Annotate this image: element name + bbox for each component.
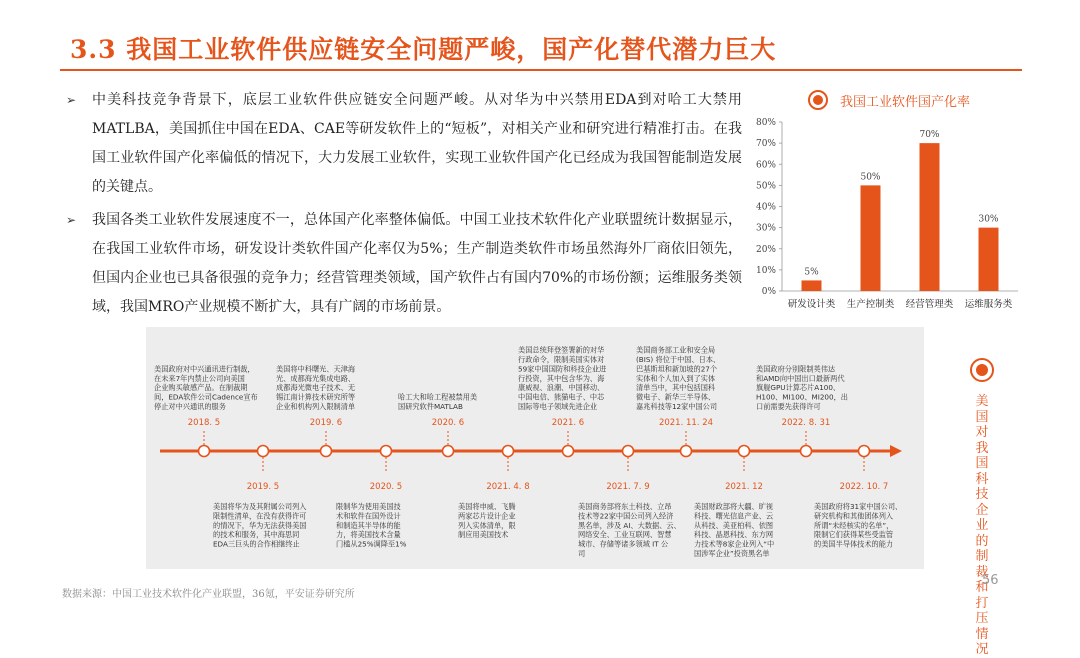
bar-value-label: 50% — [860, 172, 881, 183]
event-text: 列入实体清单，限 — [458, 520, 516, 530]
event-text: 从科技、美亚柏科、依图 — [694, 520, 774, 530]
page-number: 56 — [982, 573, 999, 588]
y-tick-label: 60% — [755, 160, 776, 171]
event-date: 2021. 11. 24 — [658, 418, 714, 428]
bar-value-label: 5% — [804, 267, 819, 278]
event-text: 科技、曙光信息产业、云 — [694, 511, 774, 521]
event-text: 成都海光微电子技术、无 — [276, 383, 356, 393]
x-category-label: 经营管理类 — [905, 299, 954, 310]
event-text: 在未来7年内禁止公司向美国 — [154, 373, 245, 383]
event-text: 网络安全、工业互联网、智慧 — [578, 530, 672, 540]
timeline-node — [381, 446, 392, 457]
event-text: 哈工大和哈工程被禁用美 — [398, 392, 478, 402]
event-text: 旗舰GPU计算芯片A100、 — [756, 383, 841, 393]
event-text: 研究机构和其他团体列入 — [814, 511, 894, 521]
x-category-label: 生产控制类 — [846, 299, 895, 310]
timeline-node — [443, 446, 454, 457]
target-icon — [970, 358, 994, 382]
event-text: 美国将中科曙光、天津海 — [276, 364, 356, 374]
localization-rate-chart — [752, 112, 1022, 312]
event-date: 2022. 10. 7 — [839, 482, 889, 492]
timeline-node — [681, 446, 692, 457]
chart-header — [808, 90, 970, 110]
event-text: 科技、晶恩科技、东方网 — [694, 530, 774, 540]
bullet-item — [62, 86, 742, 202]
event-date: 2019. 5 — [246, 482, 280, 492]
event-date: 2021. 6 — [551, 418, 585, 428]
event-text: 和制造其半导体的能 — [336, 520, 401, 530]
y-tick-label: 50% — [755, 181, 776, 192]
y-tick-label: 0% — [761, 287, 776, 297]
timeline-node — [503, 446, 514, 457]
event-text: 限制华为使用美国技 — [336, 502, 401, 511]
event-text: 城市、存储等诸多领域 IT 公 — [578, 539, 669, 549]
event-text: 美国政府将31家中国公司、 — [814, 502, 903, 511]
event-text: 所谓“未经核实的名单”， — [814, 520, 894, 530]
event-text: 限制性清单，在没有获得许可 — [213, 511, 307, 521]
timeline-node — [563, 446, 574, 457]
bullet-text: 中美科技竞争背景下，底层工业软件供应链安全问题严峻。从对华为中兴禁用EDA到对哈工大禁用MATLBA，美国抓住中国在EDA、CAE等研发软件上的“短板”，对相关产业和研究进行精准打击。在我国工业软件国产化率偏低的情况下，大力发展工业软件，实现工业软件国产化已经成为我国智能制造发展的关键点。 — [92, 92, 742, 195]
event-text: 美国商务部工业和安全局 — [636, 345, 716, 355]
event-text: 中国电信、熊猫电子、中芯 — [518, 392, 605, 402]
chart-title: 我国工业软件国产化率 — [840, 94, 971, 110]
event-text: 康威视、浪潮、中国移动、 — [518, 383, 605, 393]
event-text: 美国将申威、飞腾 — [458, 502, 516, 511]
event-text: 锡江南计算技术研究所等 — [276, 392, 356, 402]
timeline-arrow-icon — [890, 445, 902, 457]
event-text: 国研究软件MATLAB — [398, 402, 463, 411]
bar — [920, 143, 940, 291]
event-date: 2022. 8. 31 — [781, 418, 831, 428]
event-text: (BIS) 将位于中国、日本、 — [636, 355, 721, 364]
event-text: 黑名单，涉及 AI、大数据、云、 — [578, 520, 681, 530]
bullet-text: 我国各类工业软件发展速度不一，总体国产化率整体偏低。中国工业技术软件化产业联盟统计数据显示，在我国工业软件市场，研发设计类软件国产化率仅为5%；生产制造类软件市场虽然海外厂商依旧领先，但国内企业也已具备很强的竞争力；经营管理类领域，国产软件占有国内70%的市场份额；运维服务类领域，我国MRO产业规模不断扩大，具有广阔的市场前景。 — [92, 212, 742, 315]
y-tick-label: 30% — [755, 223, 776, 234]
bar-value-label: 30% — [978, 214, 999, 225]
event-text: 力技术等8家企业列入“中 — [694, 539, 775, 549]
timeline-node — [739, 446, 750, 457]
event-text: 两家芯片设计企业 — [458, 511, 516, 521]
event-text: 的美国半导体技术的能力 — [814, 539, 894, 549]
timeline-node — [199, 446, 210, 457]
bar — [861, 185, 881, 291]
y-tick-label: 20% — [755, 244, 776, 255]
bar — [979, 228, 999, 291]
event-text: 停止对中兴通讯的服务 — [154, 402, 226, 411]
event-date: 2019. 6 — [309, 418, 343, 428]
y-tick-label: 70% — [755, 139, 776, 150]
event-text: 间，EDA软件公司Cadence宣布 — [154, 392, 258, 402]
y-tick-label: 80% — [755, 118, 776, 128]
event-text: 美国政府对中兴通讯进行制裁， — [154, 364, 255, 374]
event-text: 国际等电子领域先进企业 — [518, 402, 598, 411]
y-tick-label: 10% — [755, 265, 776, 276]
event-text: H100、MI100、MI200，出 — [756, 392, 848, 402]
timeline-side-label: 美国对我国科技企业的制裁和打压情况 — [975, 394, 989, 657]
event-text: 口前需要先获得许可 — [756, 402, 821, 411]
event-text: 美国将华为及其附属公司列入 — [213, 502, 307, 511]
event-text: 嘉兆科技等12家中国公司 — [636, 402, 718, 411]
event-text: 清单当中，其中包括国科 — [636, 383, 716, 393]
target-icon — [808, 90, 828, 110]
event-date: 2018. 5 — [187, 418, 221, 428]
event-text: 制应用美国技术 — [458, 530, 509, 540]
event-date: 2021. 7. 9 — [606, 482, 650, 492]
bullet-list — [62, 86, 742, 326]
bar — [802, 280, 822, 291]
timeline-node — [859, 446, 870, 457]
event-text: 微电子、新华三半导体、 — [636, 392, 716, 402]
event-text: EDA三巨头的合作相继终止 — [213, 539, 300, 549]
event-text: 限制它们获得某些受监管 — [814, 530, 894, 540]
event-text: 技术等22家中国公司列入经济 — [578, 511, 674, 521]
event-text: 行政命令，限制美国实体对 — [518, 355, 605, 364]
event-text: 的技术和服务，其中海思同 — [213, 530, 300, 540]
event-text: 力，将美国技术含量 — [336, 530, 401, 540]
arrow-bullet-icon: ➢ — [66, 93, 77, 107]
event-text: 行投资，其中包含华为、海 — [518, 373, 605, 383]
event-text: 企业和机构列入限制清单 — [276, 402, 356, 411]
event-text: 司 — [578, 549, 586, 558]
event-text: 美国商务部将东土科技、立昂 — [578, 502, 672, 511]
slide-title: 3.3 我国工业软件供应链安全问题严峻，国产化替代潜力巨大 — [70, 35, 777, 64]
event-date: 2021. 12 — [725, 482, 763, 492]
event-text: 术和软件在国外设计 — [336, 511, 401, 521]
title-divider — [60, 69, 1022, 71]
event-text: 和AMD向中国出口最新两代 — [756, 373, 845, 383]
event-text: 光、成都海光集成电路、 — [276, 373, 356, 383]
event-text: 企业购买敏感产品。在制裁期 — [154, 383, 248, 393]
arrow-bullet-icon: ➢ — [66, 213, 77, 227]
event-date: 2020. 6 — [431, 418, 465, 428]
sanctions-timeline — [146, 327, 924, 569]
x-category-label: 运维服务类 — [964, 299, 1013, 310]
bullet-item — [62, 206, 742, 322]
timeline-node — [321, 446, 332, 457]
event-date: 2021. 4. 8 — [486, 482, 530, 492]
x-category-label: 研发设计类 — [787, 299, 836, 310]
event-text: 59家中国国防和科技企业进 — [518, 364, 607, 374]
event-text: 美国总统拜登签署新的对华 — [518, 345, 605, 355]
data-source: 数据来源：中国工业技术软件化产业联盟，36氪，平安证券研究所 — [62, 589, 355, 600]
event-text: 美国财政部将大疆、旷视 — [694, 502, 774, 511]
event-text: 门槛从25%调降至1% — [336, 539, 407, 549]
timeline-node — [623, 446, 634, 457]
event-text: 巴基斯坦和新加坡的27个 — [636, 364, 718, 374]
event-text: 国涉军企业”投资黑名单 — [694, 549, 770, 558]
timeline-node — [258, 446, 269, 457]
event-text: 实体和个人加入到了实体 — [636, 373, 716, 383]
event-text: 美国政府分别限制英伟达 — [756, 364, 836, 374]
bar-value-label: 70% — [919, 130, 940, 141]
event-date: 2020. 5 — [369, 482, 403, 492]
timeline-node — [801, 446, 812, 457]
event-text: 的情况下，华为无法获得美国 — [213, 520, 307, 530]
y-tick-label: 40% — [755, 202, 776, 213]
